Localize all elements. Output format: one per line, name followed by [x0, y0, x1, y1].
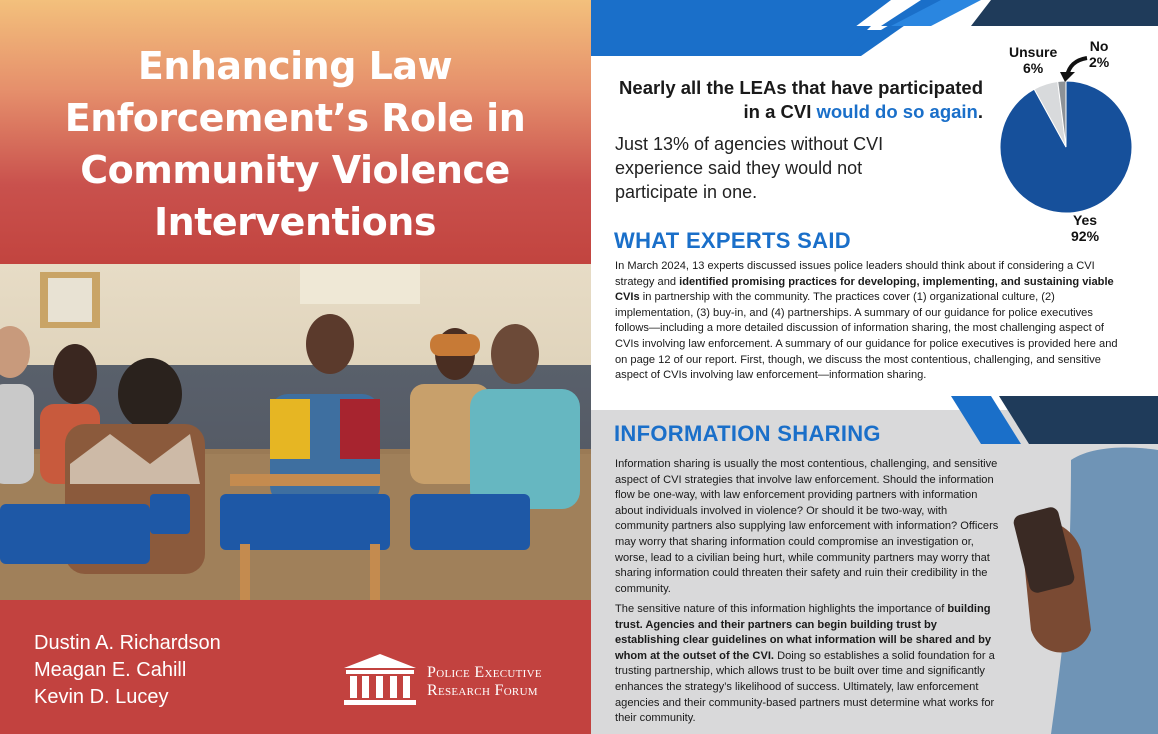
experts-text-bold: identified promising practices for developing, implementing, and sustaining viable CVIs — [615, 275, 1114, 304]
pie-label-yes — [1071, 212, 1099, 244]
author-1: Dustin A. Richardson — [34, 632, 221, 654]
pie-label-no-name: No — [1089, 38, 1109, 54]
author-3: Kevin D. Lucey — [34, 686, 169, 708]
experts-text-2: in partnership with the community. The practices cover (1) organizational culture, (2) implementation, (3) buy-in, and (4) partnerships. A summary of our guidance for police executives follows—including a more detailed discussion of information sharing, the most challenging aspect of CVIs involving law enforcement. A summary of our guidance for police executives is provided here and on page 12 of our report. First, though, we discuss the most contentious, challenging, and sensitive aspect of CVIs involving law enforcement—information sharing. — [615, 291, 1118, 382]
sharing-text-bold: building trust. Agencies and their partners can begin building trust by establishing clear guidelines on what information will be shared and by whom at the outset of the CVI. — [615, 603, 992, 662]
headline-highlight: would do so again — [816, 101, 978, 122]
arrow-icon — [1057, 54, 1091, 82]
perf-building-logo — [340, 652, 420, 708]
sharing-paragraph-2 — [615, 602, 1003, 727]
author-2: Meagan E. Cahill — [34, 659, 187, 681]
sharing-heading: INFORMATION SHARING — [614, 421, 881, 446]
org-line-1: Police Executive — [427, 664, 542, 681]
subline: Just 13% of agencies without CVI experience said they would not participate in one. — [615, 134, 884, 202]
experts-paragraph — [615, 259, 1125, 384]
mid-stripe-decoration — [951, 396, 1158, 444]
hand-phone-image — [1011, 440, 1158, 734]
experts-heading: WHAT EXPERTS SAID — [614, 228, 851, 253]
org-line-2: Research Forum — [427, 682, 538, 699]
pie-label-unsure-name: Unsure — [1009, 44, 1058, 60]
pie-label-no-value: 2% — [1089, 54, 1110, 70]
headline-part-2: . — [977, 101, 983, 122]
headline-part-1: Nearly all the LEAs that have participated in a CVI — [619, 77, 983, 122]
sharing-paragraph-1: Information sharing is usually the most contentious, challenging, and sensitive aspect of CVI strategies that involve law enforcement. Should the information flow be one-way, with law enforcement providing partners with information about individuals involved in violence? Or should it be two-way, with community partners also supplying law enforcement with information? Officers may worry that sharing information could compromise an investigation or, worse, lead to a civilian being hurt, while community partners may worry that sharing information could threaten their safety and ruin their credibility in the community. — [615, 458, 999, 595]
pie-label-unsure — [1009, 44, 1057, 76]
experts-text-1: In March 2024, 13 experts discussed issues police leaders should think about if considering a CVI strategy and — [615, 260, 1095, 288]
sharing-text-1: The sensitive nature of this information highlights the importance of — [615, 603, 948, 615]
content-panel — [591, 0, 1158, 734]
sharing-text-2: Doing so establishes a solid foundation for a trusting partnership, which allows trust to be built over time and significantly enhances the strategy’s likelihood of success. Ultimately, law enforcement agencies and their community-based partners must determine what works for their community. — [615, 649, 995, 725]
headline — [611, 76, 983, 124]
pie-label-yes-value: 92% — [1071, 228, 1100, 244]
group-photo — [0, 264, 591, 600]
participation-pie-chart — [991, 72, 1141, 222]
report-title: Enhancing Law Enforcement’s Role in Community Violence Interventions — [64, 44, 526, 244]
pie-label-yes-name: Yes — [1072, 212, 1098, 228]
title-band — [0, 0, 591, 264]
pie-label-no — [1089, 38, 1109, 70]
pie-label-unsure-value: 6% — [1023, 60, 1044, 76]
org-name — [427, 664, 542, 700]
